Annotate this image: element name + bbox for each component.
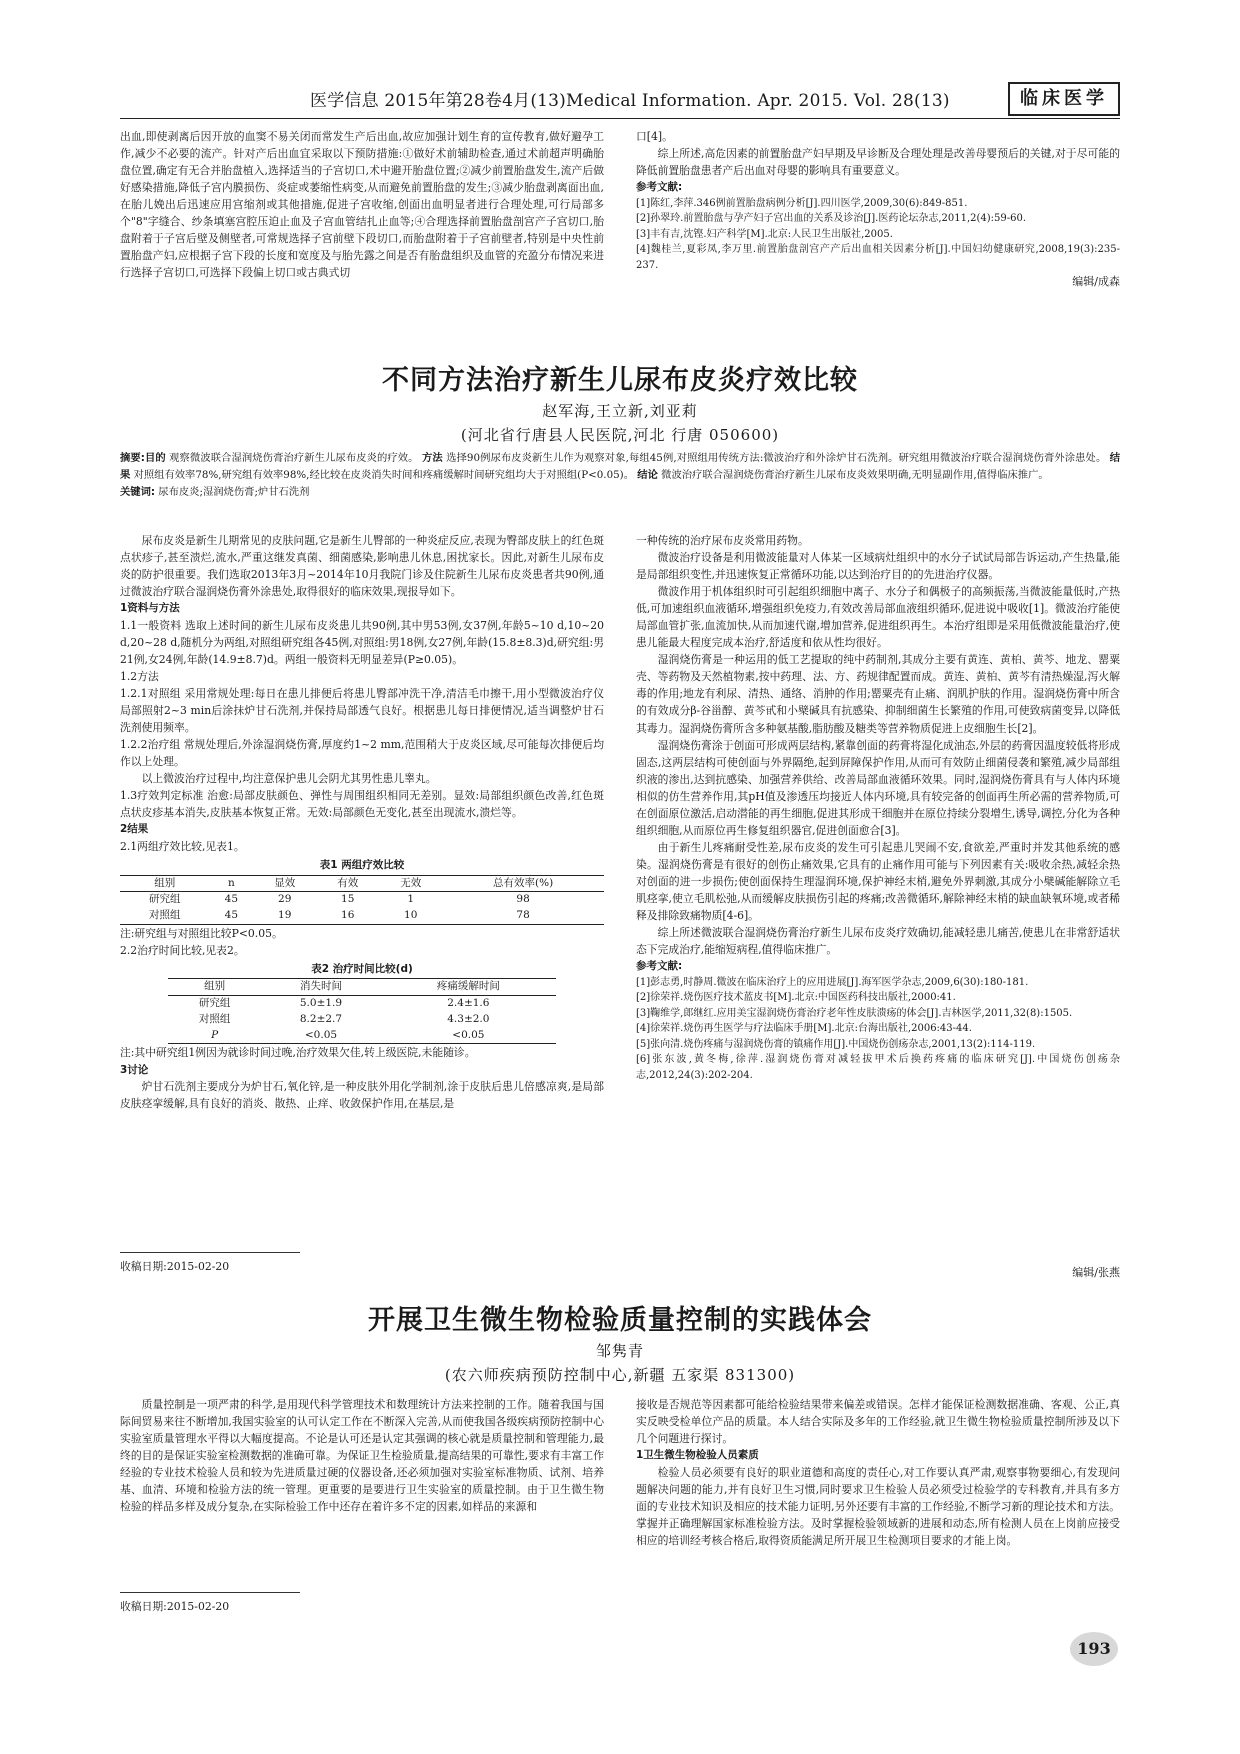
- prev-editor: 编辑/成森: [1072, 275, 1120, 289]
- reference-item: [5]张向清.烧伤疼痛与湿润烧伤膏的镇痛作用[J].中国烧伤创疡杂志,2001,13(2):114-119.: [636, 1038, 1036, 1050]
- reference-item: [2]徐荣祥.烧伤医疗技术蓝皮书[M].北京:中国医药科技出版社,2000:41.: [636, 992, 956, 1004]
- article2-affiliation: (农六师疾病预防控制中心,新疆 五家渠 831300): [444, 1366, 796, 1384]
- refs-head: 参考文献:: [636, 960, 683, 973]
- table2: [168, 978, 555, 1044]
- abstract-conclusion: 微波治疗联合湿润烧伤膏治疗新生儿尿布皮炎效果明确,无明显副作用,值得临床推广。: [661, 468, 1049, 481]
- abstract-result: 对照组有效率78%,研究组有效率98%,经比较在皮炎消失时间和疼痛缓解时间研究组均大于对照组(P<0.05)。: [133, 468, 634, 481]
- reference-item: [1]陈红,李萍.346例前置胎盘病例分析[J].四川医学,2009,30(6):849-851.: [636, 197, 968, 209]
- table-cell: <0.05: [304, 1028, 338, 1041]
- table2-caption: 表2 治疗时间比较(d): [311, 962, 413, 975]
- table-cell: 研究组: [198, 997, 231, 1010]
- paragraph: 2.1两组疗效比较,见表1。: [120, 839, 245, 853]
- paragraph: 以上微波治疗过程中,均注意保护患儿会阴尤其男性患儿睾丸。: [141, 772, 437, 786]
- keywords-text: 尿布皮炎;湿润烧伤膏;炉甘石洗剂: [158, 485, 310, 498]
- table-cell: 对照组: [198, 1012, 231, 1025]
- table2-note: 注:其中研究组1例因为就诊时间过晚,治疗效果欠佳,转上级医院,未能随诊。: [120, 1046, 476, 1060]
- paragraph: 1.1一般资料 选取上述时间的新生儿尿布皮炎患儿共90例,其中男53例,女37例,年龄5~10 d,10~20 d,20~28 d,随机分为两组,对照组研究组各45例,对照组:男18例,女27例,年龄(15.8±8.3)d,研究组:男21例,女24例,年龄(14.9±8.7)d。两组一般资料无明显差异(P≥0.05)。: [120, 618, 604, 666]
- table-header: 组别: [154, 876, 176, 889]
- table-row: [168, 1028, 555, 1044]
- table-row: [120, 908, 604, 924]
- table-header: 有效: [337, 876, 359, 889]
- article1-left-column: [120, 532, 604, 1112]
- section-heading: 1卫生微生物检验人员素质: [636, 1449, 759, 1462]
- header-rule: [120, 118, 1120, 119]
- reference-item: [2]孙翠玲.前置胎盘与孕产妇子宫出血的关系及诊治[J].医药论坛杂志,2011,2(4):59-60.: [636, 213, 1027, 225]
- paragraph: 微波作用于机体组织时可引起组织细胞中离子、水分子和偶极子的高频振荡,当微波能量低时,产热低,可加速组织血液循环,增强组织免疫力,有效改善局部血液组织循环,促进说中吸收[1]。微波治疗能使局部血管扩张,血流加快,从而加速代谢,增加营养,促进组织再生。本治疗组即是采用低微波能量治疗,使患儿能最大程度完成本治疗,舒适度和依从性均很好。: [636, 585, 1120, 650]
- article1-title: 不同方法治疗新生儿尿布皮炎疗效比较: [382, 365, 858, 396]
- reference-item: [1]彭志勇,时静周.微波在临床治疗上的应用进展[J].海军医学杂志,2009,6(30):180-181.: [636, 976, 1029, 988]
- table-cell: P: [211, 1028, 219, 1041]
- table-cell: 98: [516, 893, 530, 906]
- table-header: 总有效率(%): [493, 876, 554, 889]
- paragraph: 1.3疗效判定标准 治愈:局部皮肤颜色、弹性与周围组织相同无差别。显效:局部组织颜色改善,红色斑点状皮疹基本消失,皮肤基本恢复正常。无效:局部颜色无变化,甚至出现流水,溃烂等。: [120, 789, 604, 820]
- paragraph: 综上所述微波联合湿润烧伤膏治疗新生儿尿布皮炎疗效确切,能减轻患儿痛苦,使患儿在非常舒适状态下完成治疗,能缩短病程,值得临床推广。: [636, 926, 1120, 957]
- paragraph: 接收是否规范等因素都可能给检验结果带来偏差或错误。怎样才能保证检测数据准确、客观、公正,真实反映受检单位产品的质量。本人结合实际及多年的工作经验,就卫生微生物检验质量控制所涉及以下几个问题进行探讨。: [636, 1398, 1120, 1446]
- table-row: [120, 892, 604, 908]
- table-cell: 29: [278, 893, 292, 906]
- table-cell: 2.4±1.6: [447, 997, 490, 1010]
- table-cell: 对照组: [148, 909, 181, 922]
- prev-article-right: [636, 128, 1120, 291]
- paragraph: 1.2.1对照组 采用常规处理:每日在患儿排便后将患儿臀部冲洗干净,清洁毛巾擦干,用小型微波治疗仪局部照射2~3 min后涂抹炉甘石洗剂,并保持局部透气良好。根据患儿每日排便情况,适当调整炉甘石洗剂使用频率。: [120, 686, 604, 735]
- table-header: 无效: [400, 876, 422, 889]
- method-label: 方法: [421, 452, 443, 464]
- received-date: 收稿日期:2015-02-20: [120, 1600, 230, 1613]
- result-label: 结果: [120, 452, 1121, 481]
- table-cell: 5.0±1.9: [299, 997, 343, 1010]
- table-cell: 78: [516, 909, 530, 922]
- section-heading: 2结果: [120, 823, 149, 836]
- footnote-rule: [120, 1592, 300, 1593]
- article1-right-column: [636, 532, 1120, 1083]
- paragraph: 1.2方法: [120, 669, 159, 683]
- footnote-rule: [120, 1252, 300, 1253]
- table-row: [168, 996, 555, 1012]
- conclusion-label: 结论: [637, 468, 658, 481]
- paragraph: 炉甘石洗剂主要成分为炉甘石,氧化锌,是一种皮肤外用化学制剂,涂于皮肤后患儿倍感凉爽,是局部皮肤痉挛缓解,具有良好的消炎、散热、止痒、收敛保护作用,在基层,是: [120, 1080, 604, 1111]
- section-tag: 临床医学: [1008, 82, 1120, 116]
- article2-title: 开展卫生微生物检验质量控制的实践体会: [368, 1305, 872, 1336]
- prev-article-summary: 综上所述,高危因素的前置胎盘产妇早期及早诊断及合理处理是改善母婴预后的关键,对于尽可能的降低前置胎盘患者产后出血对母婴的影响具有重要意义。: [636, 147, 1120, 178]
- table1: [120, 875, 604, 925]
- article2-left-column: [120, 1396, 604, 1515]
- prev-article-text: 出血,即使剥离后因开放的血窦不易关闭而常发生产后出血,故应加强计划生育的宣传教育,做好避孕工作,减少不必要的流产。针对产后出血宜采取以下预防措施:①做好术前辅助检查,通过术前超声明确胎盘位置,确定有无合并胎盘植入,选择适当的子宫切口,术中避开胎盘位置;②减少前置胎盘发生,流产后做好感染措施,降低子宫内膜损伤、炎症或萎缩性病变,从而避免前置胎盘的发生;③减少胎盘剥离面出血,在胎儿娩出后迅速应用宫缩剂或其他措施,促进子宫收缩,创面出血明显者进行合理处理,可行局部多个"8"字缝合、纱条填塞宫腔压迫止血及子宫血管结扎止血等;④合理选择前置胎盘剖宫产子宫切口,胎盘附着于子宫后壁及侧壁者,可常规选择子宫前壁下段切口,而胎盘附着于子宫前壁者,特别是中央性前置胎盘产妇,应根据子宫下段的长度和宽度及与胎先露之间是否有胎盘组织及血管的充盈分布情况来进行选择子宫切口,可选择下段偏上切口或古典式切: [120, 130, 604, 280]
- reference-item: [3]丰有吉,沈铿.妇产科学[M].北京:人民卫生出版社,2005.: [636, 228, 893, 240]
- table-header: n: [227, 876, 235, 889]
- article1-affiliation: (河北省行唐县人民医院,河北 行唐 050600): [460, 426, 780, 444]
- table-cell: 10: [404, 909, 418, 922]
- paragraph: 湿润烧伤膏涂于创面可形成两层结构,紧靠创面的药膏将湿化成油态,外层的药膏因温度较低将形成固态,这两层结构可使创面与外界隔绝,起到屏障保护作用,从而可有效防止细菌侵袭和繁殖,减少局部组织液的渗出,达到抗感染、加强营养供给、改善局部血液循环效果。同时,湿润烧伤膏具有与人体内环境相似的仿生营养作用,其pH值及渗透压均接近人体内环境,具有较完备的创面再生所必需的营养物质,可在创面原位激活,启动潜能的再生细胞,促进其形成干细胞并在原位持续分裂增生,诱导,调控,分化为各种组织细胞,从而原位再生修复组织器官,促进创面愈合[3]。: [636, 738, 1120, 837]
- paragraph: 质量控制是一项严肃的科学,是用现代科学管理技术和数理统计方法来控制的工作。随着我国与国际间贸易来往不断增加,我国实验室的认可认定工作在不断深入完善,从而使我国各级疾病预防控制中心实验室质量管理水平得以大幅度提高。不论是认可还是认定其强调的核心就是质量控制和管理能力,最终的目的是保证实验室检测数据的准确可靠。为保证卫生检验质量,提高结果的可靠性,要求有丰富工作经验的专业技术检验人员和较为先进质量过硬的仪器设备,还必须加强对实验室标准物质、试剂、培养基、血清、环境和检验方法的统一管理。更重要的是要进行卫生实验室的质量控制。由于卫生微生物检验的样品多样及成分复杂,在实际检验工作中还存在着许多不定的因素,如样品的来源和: [120, 1398, 604, 1514]
- table-cell: 研究组: [148, 893, 181, 906]
- intro-paragraph: 尿布皮炎是新生儿期常见的皮肤问题,它是新生儿臀部的一种炎症反应,表现为臀部皮肤上的红色斑点状疹子,甚至溃烂,流水,严重这继发真菌、细菌感染,影响患儿休息,困扰家长。因此,对新生儿尿布皮炎的防护很重要。我们选取2013年3月~2014年10月我院门诊及住院新生儿尿布皮炎患者共90例,通过微波治疗联合湿润烧伤膏外涂患处,取得很好的临床效果,现报导如下。: [120, 534, 604, 599]
- table-cell: 45: [224, 909, 239, 922]
- journal-header: 医学信息 2015年第28卷4月(13)Medical Information. Apr. 2015. Vol. 28(13): [310, 91, 950, 111]
- table-cell: 4.3±2.0: [447, 1012, 490, 1025]
- reference-item: [3]鞠维学,郎继红.应用美宝湿润烧伤膏治疗老年性皮肤溃疡的体会[J].吉林医学,2011,32(8):1505.: [636, 1007, 1073, 1019]
- abstract-method: 选择90例尿布皮炎新生儿作为观察对象,每组45例,对照组用传统方法:微波治疗和外涂炉甘石洗剂。研究组用微波治疗联合湿润烧伤膏外涂患处。: [446, 452, 1107, 464]
- paragraph: 1.2.2治疗组 常规处理后,外涂湿润烧伤膏,厚度约1~2 mm,范围稍大于皮炎区域,尽可能每次排便后均作以上处理。: [120, 738, 604, 769]
- table-header: 消失时间: [299, 980, 342, 993]
- paragraph: 一种传统的治疗尿布皮炎常用药物。: [636, 534, 809, 547]
- reference-item: [4]徐荣祥.烧伤再生医学与疗法临床手册[M].北京:台海出版社,2006:43-44.: [636, 1023, 972, 1035]
- article1-abstract: [120, 450, 1120, 501]
- table-cell: <0.05: [452, 1028, 485, 1041]
- prev-article-left: [120, 128, 604, 281]
- abstract-label: 摘要:目的: [120, 452, 166, 464]
- paragraph: 2.2治疗时间比较,见表2。: [120, 943, 245, 957]
- table1-note: 注:研究组与对照组比较P<0.05。: [120, 926, 283, 940]
- prev-refs-head: 参考文献:: [636, 181, 683, 194]
- reference-item: [4]魏桂兰,夏彩凤,李万里.前置胎盘剖宫产产后出血相关因素分析[J].中国妇幼健康研究,2008,19(3):235-237.: [636, 244, 1120, 271]
- article2-right-column: [636, 1396, 1120, 1549]
- paragraph: 由于新生儿疼痛耐受性差,尿布皮炎的发生可引起患儿哭闹不安,食欲差,严重时并发其他系统的感染。湿润烧伤膏是有很好的创伤止痛效果,它具有的止痛作用可能与下列因素有关:吸收余热,减轻余热对创面的进一步损伤;使创面保持生理湿润环境,保护神经末梢,避免外界刺激,其成分小檗碱能解除立毛肌痉挛,使立毛肌松弛,从而缓解皮肤损伤引起的疼痛;改善微循环,解除神经末梢的缺血缺氧环境,或者稀释及排除致痛物质[4-6]。: [636, 840, 1120, 923]
- section-heading: 1资料与方法: [120, 602, 180, 615]
- table1-caption: 表1 两组疗效比较: [319, 858, 405, 871]
- table-header: 组别: [204, 980, 226, 993]
- section-heading: 3讨论: [120, 1063, 149, 1076]
- article1-editor: 编辑/张燕: [1072, 1266, 1120, 1279]
- table-cell: 19: [278, 909, 292, 922]
- paragraph: 检验人员必须要有良好的职业道德和高度的责任心,对工作要认真严肃,观察事物要细心,有发现问题解决问题的能力,并有良好卫生习惯,同时要求卫生检验人员必须受过检验学的专科教育,并具有多方面的专业技术知识及相应的技术能力证明,另外还要有丰富的工作经验,不断学习新的理论技术和方法。掌握并正确理解国家标准检验方法。及时掌握检验领域新的进展和动态,所有检测人员在上岗前应接受相应的培训经考核合格后,取得资质能满足所开展卫生检测项目要求的才能上岗。: [636, 1465, 1120, 1547]
- page-number: 193: [1070, 1632, 1118, 1666]
- prev-article-cont: 口[4]。: [636, 130, 673, 143]
- table-header: 疼痛缓解时间: [436, 980, 500, 993]
- keywords-label: 关键词:: [120, 485, 156, 498]
- reference-item: [6]张东波,黄冬梅,徐萍.湿润烧伤膏对减轻拔甲术后换药疼痛的临床研究[J].中国烧伤创疡杂志,2012,24(3):202-204.: [636, 1054, 1120, 1081]
- abstract-objective: 观察微波联合湿润烧伤膏治疗新生儿尿布皮炎的疗效。: [169, 452, 419, 464]
- table-cell: 16: [341, 909, 355, 922]
- paragraph: 湿润烧伤膏是一种运用的低工艺提取的纯中药制剂,其成分主要有黄连、黄柏、黄芩、地龙、罂粟壳、等药物及天然植物素,按中药理、法、方、药规律配置而成。黄连、黄柏、黄芩有清热燥湿,泻火解毒的作用;地龙有利尿、清热、通络、消肿的作用;罂粟壳有止痛、润肌护肤的作用。湿润烧伤膏中所含的有效成分β-谷甾醇、黄芩甙和小檗碱具有抗感染、抑制细菌生长繁殖的作用,可使致病菌变异,以降低其毒力。湿润烧伤膏所含多种氨基酸,脂肪酸及糖类等营养物质促进上皮细胞生长[2]。: [636, 653, 1120, 735]
- paragraph: 微波治疗设备是利用微波能量对人体某一区域病灶组织中的水分子试试局部告诉运动,产生热量,能是局部组织变性,并迅速恢复正常循环功能,以达到治疗目的的先进治疗仪器。: [636, 551, 1120, 582]
- received-date: 收稿日期:2015-02-20: [120, 1260, 230, 1273]
- table-cell: 15: [341, 893, 355, 906]
- table-cell: 8.2±2.7: [299, 1012, 343, 1025]
- table-header: 显效: [274, 876, 296, 889]
- table-cell: 1: [407, 893, 415, 906]
- article1-authors: 赵军海,王立新,刘亚莉: [542, 402, 698, 420]
- table-cell: 45: [224, 893, 239, 906]
- table-row: [168, 1012, 555, 1028]
- article2-authors: 邹隽青: [595, 1342, 644, 1360]
